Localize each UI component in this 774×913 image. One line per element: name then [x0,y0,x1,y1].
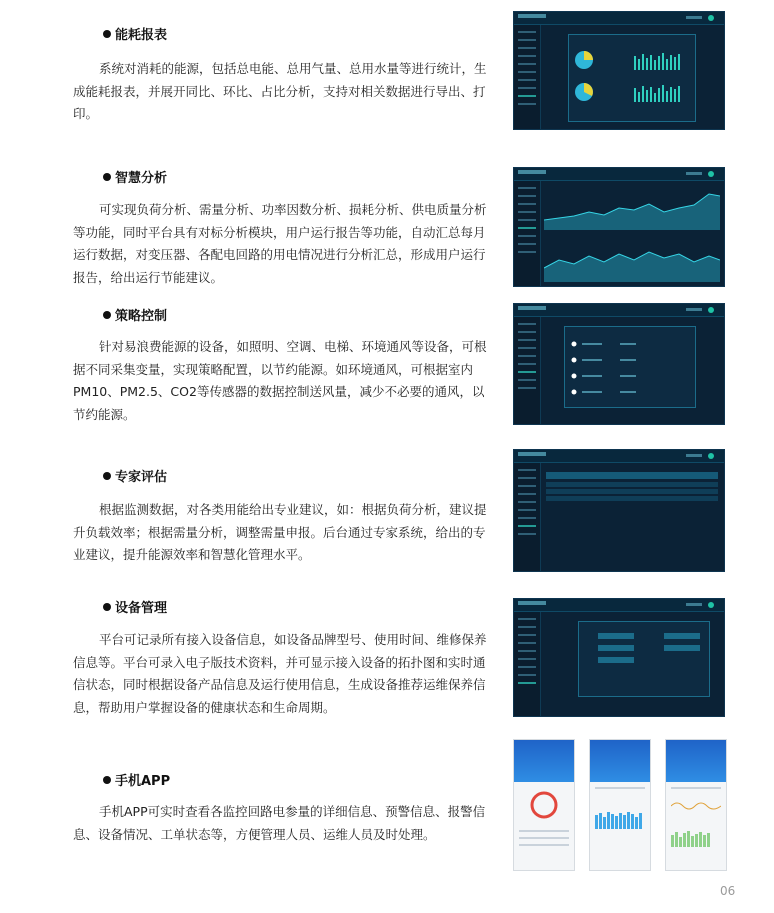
phone-screen-2 [589,739,651,871]
bullet-icon [103,603,111,611]
bullet-icon [103,173,111,181]
section-body-energy-report: 系统对消耗的能源，包括总电能、总用气量、总用水量等进行统计，生成能耗报表，并展开同比、环比、占比分析，支持对相关数据进行导出、打印。 [73,61,487,121]
section-body-mobile-app: 手机APP可实时查看各监控回路电参量的详细信息、预警信息、报警信息、设备情况、工单状态等，方便管理人员、运维人员及时处理。 [73,804,486,842]
screenshot-smart-analysis [513,167,725,287]
screenshot-expert-evaluation [513,449,725,572]
pie-charts-thumbnail [572,50,694,120]
area-charts-thumbnail [544,190,720,284]
section-body-expert-evaluation: 根据监测数据，对各类用能给出专业建议，如：根据负荷分析，建议提升负载效率；根据需量分析，调整需量申报。后台通过专家系统，给出的专业建议，提升能源效率和智慧化管理水平。 [73,502,487,562]
phone-screen-1 [513,739,575,871]
section-heading-energy-report: 能耗报表 [103,24,167,43]
section-body-smart-analysis: 可实现负荷分析、需量分析、功率因数分析、损耗分析、供电质量分析等功能，同时平台具有对标分析模块，用户运行报告等功能，自动汇总每月运行数据，对变压器、各配电回路的用电情况进行分析汇总，形成用户运行报告，给出运行节能建议。 [73,202,487,285]
screenshot-energy-report [513,11,725,130]
table-thumbnail [546,472,718,522]
page-number: 06 [720,884,736,898]
section-body-strategy-control: 针对易浪费能源的设备，如照明、空调、电梯、环境通风等设备，可根据不同采集变量，实现策略配置，以节约能源。如环境通风，可根据室内PM10、PM2.5、CO2等传感器的数据控制送风量，减少不必要的通风，以节约能源。 [73,339,487,422]
phone-screen-3 [665,739,727,871]
bullet-icon [103,311,111,319]
section-body-device-management: 平台可记录所有接入设备信息，如设备品牌型号、使用时间、维修保养信息等。平台可录入电子版技术资料，并可显示接入设备的拓扑图和实时通信状态，同时根据设备产品信息及运行使用信息，生成设备推荐运维保养信息，帮助用户掌握设备的健康状态和生命周期。 [73,632,487,715]
section-heading-mobile-app: 手机APP [103,770,170,789]
section-heading-strategy-control: 策略控制 [103,305,167,324]
bullet-icon [103,30,111,38]
section-heading-device-management: 设备管理 [103,597,167,616]
screenshot-mobile-app [513,739,725,869]
control-list-thumbnail [570,336,690,402]
bullet-icon [103,776,111,784]
screenshot-strategy-control [513,303,725,425]
section-heading-smart-analysis: 智慧分析 [103,167,167,186]
form-thumbnail [584,633,704,673]
section-heading-expert-evaluation: 专家评估 [103,466,167,485]
bullet-icon [103,472,111,480]
screenshot-device-management [513,598,725,717]
